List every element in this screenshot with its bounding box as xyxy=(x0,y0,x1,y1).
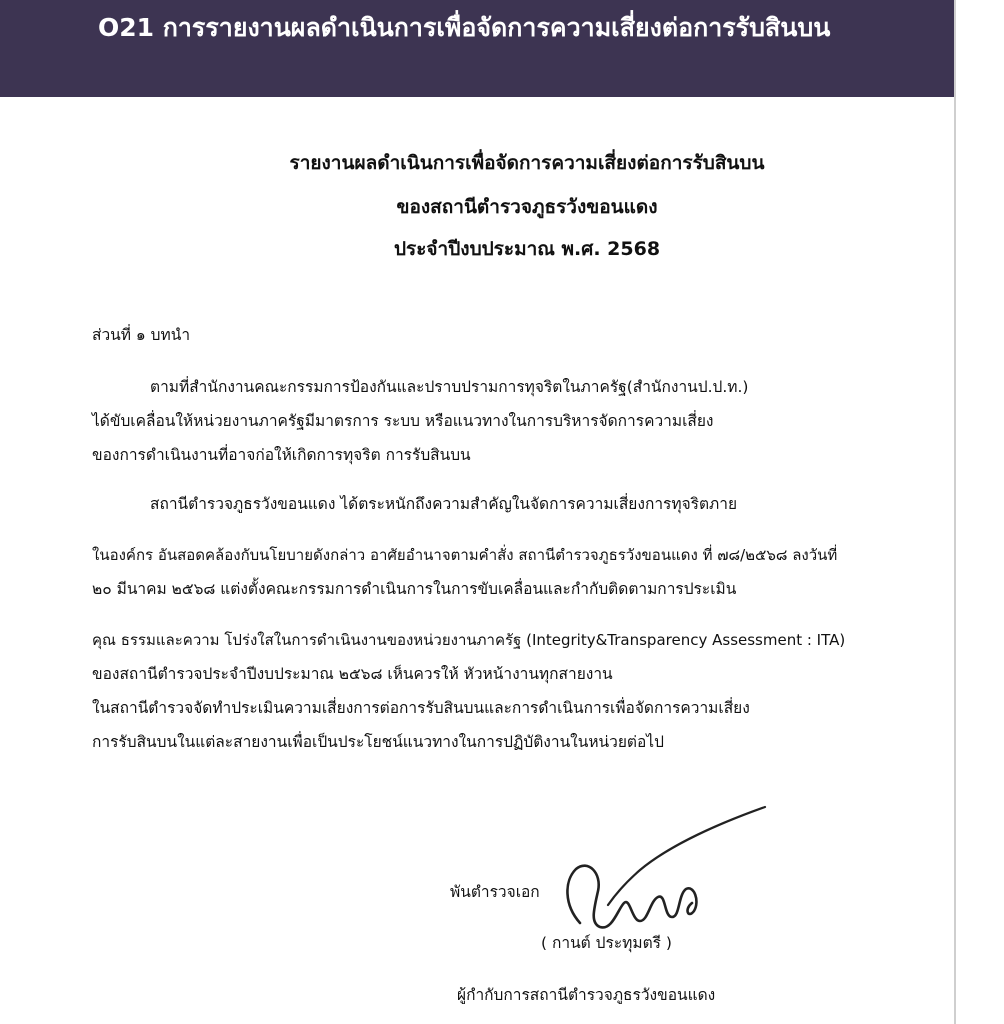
signer-rank: พันตำรวจเอก xyxy=(450,883,540,901)
handwritten-signature xyxy=(560,805,780,945)
signer-name: ( กานต์ ประทุมตรี ) xyxy=(541,934,672,952)
page-title: O21 การรายงานผลดำเนินการเพื่อจัดการความเสี่ยงต่อการรับสินบน xyxy=(98,13,831,42)
page-header xyxy=(0,0,954,97)
paragraph2-line-3: ๒๐ มีนาคม ๒๕๖๘ แต่งตั้งคณะกรรมการดำเนินการในการขับเคลื่อนและกำกับติดตามการประเมิน xyxy=(92,580,737,598)
paragraph2-line-1: สถานีตำรวจภูธรวังขอนแดง ได้ตระหนักถึงความสำคัญในจัดการความเสี่ยงการทุจริตภาย xyxy=(150,495,738,513)
paragraph1-line-1: ตามที่สำนักงานคณะกรรมการป้องกันและปราบปรามการทุจริตในภาครัฐ(สำนักงานป.ป.ท.) xyxy=(150,378,749,396)
signer-position: ผู้กำกับการสถานีตำรวจภูธรวังขอนแดง xyxy=(457,986,716,1004)
paragraph3-line-1: คุณ ธรรมและความ โปร่งใสในการดำเนินงานของหน่วยงานภาครัฐ (Integrity&Transparency Assessment : ITA) xyxy=(92,631,846,649)
paragraph1-line-3: ของการดำเนินงานที่อาจก่อให้เกิดการทุจริต การรับสินบน xyxy=(92,446,471,464)
paragraph3-line-4: การรับสินบนในแต่ละสายงานเพื่อเป็นประโยชน์แนวทางในการปฏิบัติงานในหน่วยต่อไป xyxy=(92,733,664,751)
paragraph3-line-2: ของสถานีตำรวจประจำปีงบประมาณ ๒๕๖๘ เห็นควรให้ หัวหน้างานทุกสายงาน xyxy=(92,665,613,683)
report-title-line-1: รายงานผลดำเนินการเพื่อจัดการความเสี่ยงต่อการรับสินบน xyxy=(289,152,765,174)
paragraph2-line-2: ในองค์กร อันสอดคล้องกับนโยบายดังกล่าว อาศัยอำนาจตามคำสั่ง สถานีตำรวจภูธรวังขอนแดง ที่ ๗๘/๒๕๖๘ ลงวันที่ xyxy=(92,546,838,564)
report-title-line-2: ของสถานีตำรวจภูธรวังขอนแดง xyxy=(396,196,658,218)
paragraph1-line-2: ได้ขับเคลื่อนให้หน่วยงานภาครัฐมีมาตรการ ระบบ หรือแนวทางในการบริหารจัดการความเสี่ยง xyxy=(92,412,714,430)
report-title-line-3: ประจำปีงบประมาณ พ.ศ. 2568 xyxy=(393,238,661,260)
paragraph3-line-3: ในสถานีตำรวจจัดทำประเมินความเสี่ยงการต่อการรับสินบนและการดำเนินการเพื่อจัดการความเสี่ยง xyxy=(92,699,750,717)
section-heading: ส่วนที่ ๑ บทนำ xyxy=(92,326,191,344)
